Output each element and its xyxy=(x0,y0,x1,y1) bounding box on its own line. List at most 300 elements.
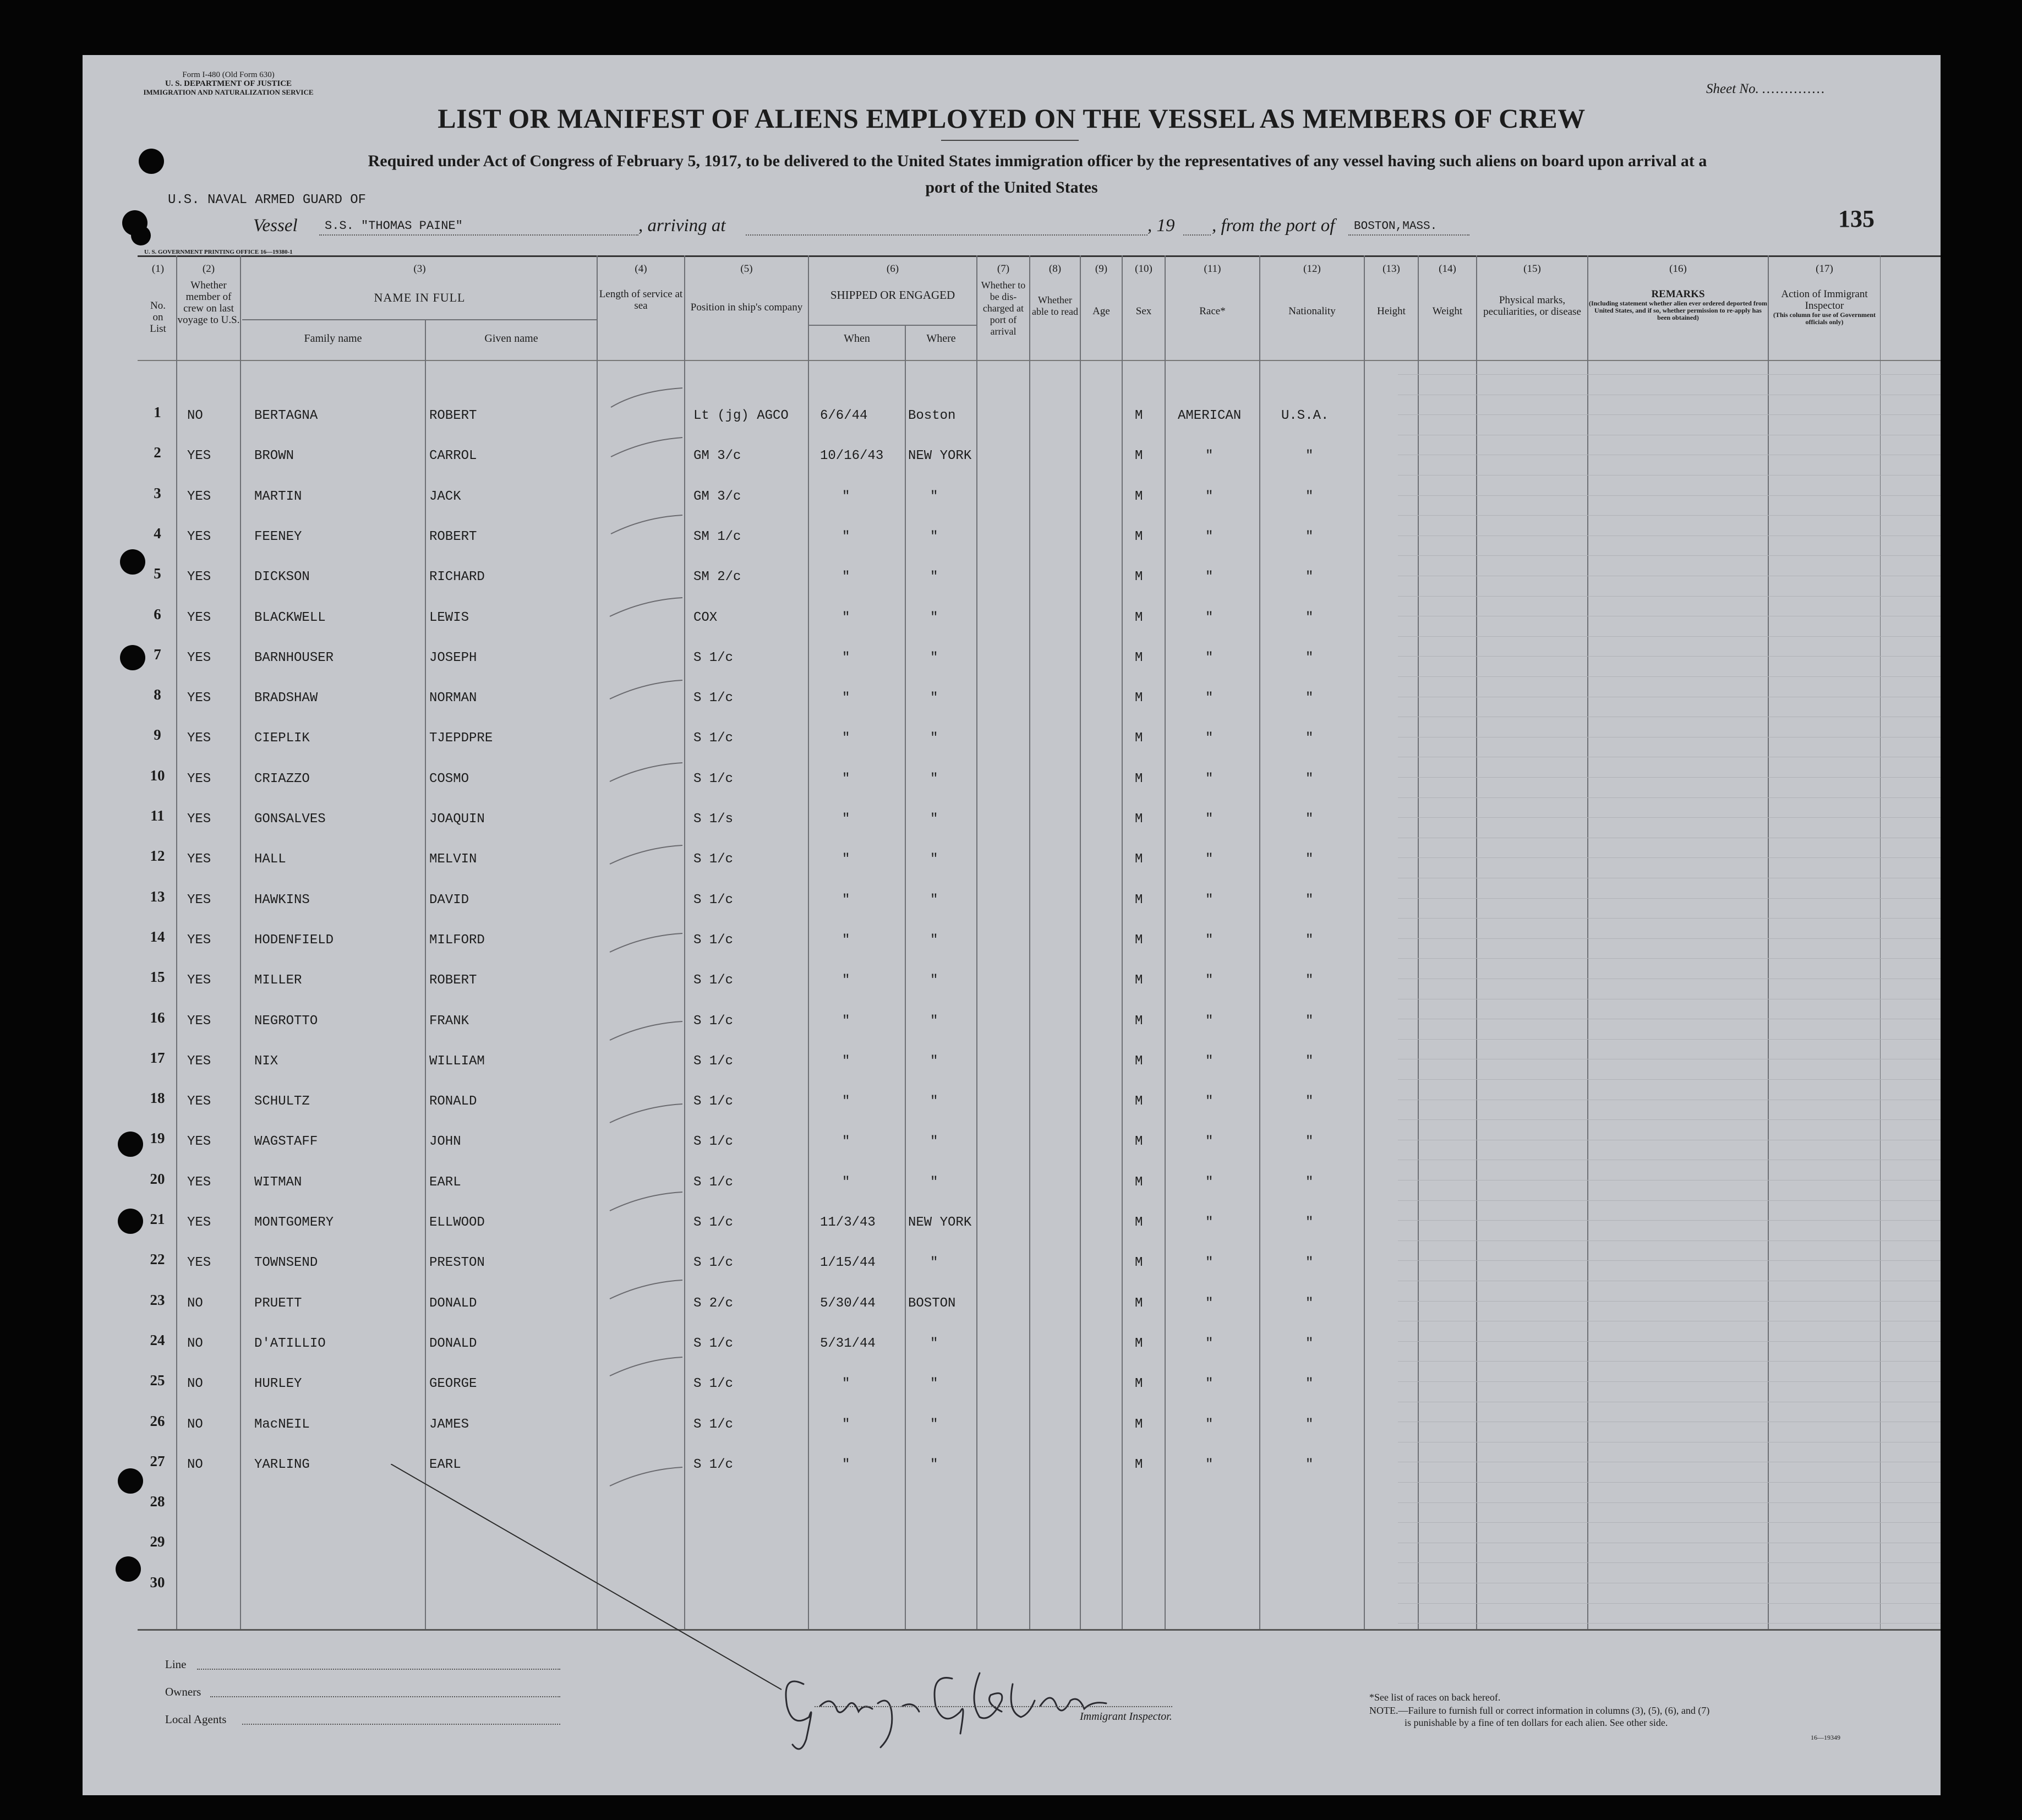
races-note: *See list of races on back hereof. xyxy=(1369,1692,1501,1703)
row-sex: M xyxy=(1135,973,1143,988)
row-position: SM 2/c xyxy=(693,570,741,584)
row-position: S 1/c xyxy=(693,1417,734,1432)
row-number: 26 xyxy=(150,1413,165,1429)
row-number: 12 xyxy=(150,848,165,864)
row-family-name: MARTIN xyxy=(254,489,302,504)
row-prev-voyage: NO xyxy=(187,408,203,423)
row-sex: M xyxy=(1135,1215,1143,1230)
grid-line xyxy=(1398,535,1941,536)
row-sex: M xyxy=(1135,852,1143,867)
row-shipped-where: " xyxy=(930,1134,938,1149)
typed-guard: U.S. NAVAL ARMED GUARD OF xyxy=(168,193,367,207)
col-header-action: Action of Immigrant Inspector (This column for use of Government officials only) xyxy=(1773,288,1876,326)
grid-line xyxy=(1398,1381,1941,1382)
shipped-subrule xyxy=(808,325,976,326)
row-prev-voyage: YES xyxy=(187,893,211,908)
form-code: 16—19349 xyxy=(1811,1734,1840,1741)
row-shipped-when: " xyxy=(842,1054,850,1069)
row-number: 6 xyxy=(154,606,161,622)
row-given-name: JOHN xyxy=(429,1134,461,1149)
row-number: 28 xyxy=(150,1493,165,1510)
row-family-name: BARNHOUSER xyxy=(254,651,334,665)
column-number: (17) xyxy=(1816,263,1833,275)
row-number: 8 xyxy=(154,686,161,703)
col-header-read: Whether able to read xyxy=(1032,294,1078,317)
row-prev-voyage: YES xyxy=(187,1054,211,1069)
row-shipped-where: " xyxy=(930,933,938,948)
row-given-name: CARROL xyxy=(429,449,477,463)
row-position: S 1/s xyxy=(693,812,734,827)
row-family-name: WITMAN xyxy=(254,1175,302,1190)
pen-strokes xyxy=(594,385,688,1541)
col-header-family: Family name xyxy=(304,332,362,345)
row-sex: M xyxy=(1135,570,1143,584)
inspector-signature xyxy=(770,1651,1167,1756)
row-shipped-when: " xyxy=(842,731,850,746)
row-sex: M xyxy=(1135,1134,1143,1149)
row-shipped-where: BOSTON xyxy=(908,1296,956,1311)
row-sex: M xyxy=(1135,449,1143,463)
row-prev-voyage: YES xyxy=(187,731,211,746)
col-header-length: Length of service at sea xyxy=(599,288,683,311)
row-prev-voyage: YES xyxy=(187,610,211,625)
row-position: S 1/c xyxy=(693,651,734,665)
page-title: LIST OR MANIFEST OF ALIENS EMPLOYED ON THE VESSEL AS MEMBERS OF CREW xyxy=(438,103,1586,134)
row-nationality: " xyxy=(1305,852,1314,867)
grid-line xyxy=(1398,1562,1941,1563)
punch-hole xyxy=(118,1132,143,1157)
row-nationality: " xyxy=(1305,731,1314,746)
row-race: " xyxy=(1205,1255,1214,1270)
grid-line xyxy=(1398,958,1941,959)
row-position: S 2/c xyxy=(693,1296,734,1311)
grid-line xyxy=(1398,676,1941,677)
row-sex: M xyxy=(1135,731,1143,746)
gpo-notice: U. S. GOVERNMENT PRINTING OFFICE 16—19380-1 xyxy=(144,249,293,255)
row-sex: M xyxy=(1135,933,1143,948)
grid-line xyxy=(1398,918,1941,919)
row-prev-voyage: NO xyxy=(187,1376,203,1391)
row-given-name: FRANK xyxy=(429,1014,469,1029)
row-family-name: BERTAGNA xyxy=(254,408,318,423)
row-sex: M xyxy=(1135,408,1143,423)
row-given-name: JOSEPH xyxy=(429,651,477,665)
row-prev-voyage: YES xyxy=(187,973,211,988)
col-header-name: NAME IN FULL xyxy=(374,291,466,304)
year-label: , 19 xyxy=(1147,216,1175,236)
row-family-name: D'ATILLIO xyxy=(254,1336,326,1351)
row-family-name: SCHULTZ xyxy=(254,1094,310,1109)
row-sex: M xyxy=(1135,1417,1143,1432)
row-prev-voyage: YES xyxy=(187,812,211,827)
row-position: S 1/c xyxy=(693,1094,734,1109)
column-number: (15) xyxy=(1523,263,1541,275)
row-given-name: MELVIN xyxy=(429,852,477,867)
col-header-race: Race* xyxy=(1199,305,1226,317)
row-shipped-when: " xyxy=(842,852,850,867)
col-header-nationality: Nationality xyxy=(1288,305,1336,317)
title-rule xyxy=(941,140,1079,141)
row-prev-voyage: YES xyxy=(187,852,211,867)
row-nationality: " xyxy=(1305,1175,1314,1190)
row-number: 16 xyxy=(150,1009,165,1026)
name-subrule xyxy=(242,319,597,320)
row-race: " xyxy=(1205,529,1214,544)
grid-line xyxy=(1398,1240,1941,1241)
column-number: (13) xyxy=(1382,263,1400,275)
row-shipped-when: " xyxy=(842,893,850,908)
row-position: S 1/c xyxy=(693,1134,734,1149)
row-shipped-where: " xyxy=(930,691,938,706)
grid-line xyxy=(1398,596,1941,597)
row-shipped-where: " xyxy=(930,489,938,504)
grid-line xyxy=(1398,495,1941,496)
vessel-value: S.S. "THOMAS PAINE" xyxy=(325,219,463,233)
row-nationality: " xyxy=(1305,691,1314,706)
row-given-name: LEWIS xyxy=(429,610,469,625)
row-prev-voyage: YES xyxy=(187,933,211,948)
row-race: " xyxy=(1205,1094,1214,1109)
row-race: " xyxy=(1205,852,1214,867)
row-number: 23 xyxy=(150,1292,165,1308)
grid-line xyxy=(1398,374,1941,375)
row-prev-voyage: YES xyxy=(187,1014,211,1029)
row-sex: M xyxy=(1135,1457,1143,1472)
row-shipped-when: " xyxy=(842,1417,850,1432)
row-race: " xyxy=(1205,1457,1214,1472)
row-shipped-where: " xyxy=(930,1336,938,1351)
row-shipped-when: 11/3/43 xyxy=(820,1215,876,1230)
row-shipped-where: " xyxy=(930,1417,938,1432)
row-prev-voyage: YES xyxy=(187,489,211,504)
row-number: 7 xyxy=(154,646,161,663)
row-prev-voyage: YES xyxy=(187,529,211,544)
row-number: 21 xyxy=(150,1211,165,1227)
row-position: S 1/c xyxy=(693,691,734,706)
row-nationality: " xyxy=(1305,812,1314,827)
row-number: 25 xyxy=(150,1372,165,1389)
row-shipped-where: " xyxy=(930,1014,938,1029)
row-shipped-when: 5/30/44 xyxy=(820,1296,876,1311)
row-family-name: HALL xyxy=(254,852,286,867)
grid-line xyxy=(1398,1079,1941,1080)
row-nationality: " xyxy=(1305,489,1314,504)
cancel-stroke xyxy=(391,1464,787,1695)
row-given-name: JAMES xyxy=(429,1417,469,1432)
row-shipped-where: " xyxy=(930,651,938,665)
row-race: " xyxy=(1205,893,1214,908)
row-number: 14 xyxy=(150,928,165,945)
row-sex: M xyxy=(1135,1296,1143,1311)
row-race: " xyxy=(1205,933,1214,948)
row-sex: M xyxy=(1135,529,1143,544)
row-number: 18 xyxy=(150,1090,165,1106)
row-shipped-where: NEW YORK xyxy=(908,449,972,463)
row-race: " xyxy=(1205,691,1214,706)
col-header-when: When xyxy=(844,332,870,345)
row-race: " xyxy=(1205,570,1214,584)
row-position: S 1/c xyxy=(693,1014,734,1029)
row-prev-voyage: YES xyxy=(187,1215,211,1230)
grid-line xyxy=(1398,938,1941,939)
row-given-name: EARL xyxy=(429,1175,461,1190)
row-shipped-when: 1/15/44 xyxy=(820,1255,876,1270)
row-sex: M xyxy=(1135,1175,1143,1190)
vessel-line xyxy=(253,216,1849,238)
row-nationality: " xyxy=(1305,610,1314,625)
row-race: " xyxy=(1205,1417,1214,1432)
row-given-name: RONALD xyxy=(429,1094,477,1109)
row-given-name: DONALD xyxy=(429,1296,477,1311)
row-nationality: " xyxy=(1305,449,1314,463)
row-position: Lt (jg) AGCO xyxy=(693,408,789,423)
row-shipped-where: " xyxy=(930,772,938,786)
row-given-name: PRESTON xyxy=(429,1255,485,1270)
row-sex: M xyxy=(1135,893,1143,908)
row-shipped-where: " xyxy=(930,1175,938,1190)
column-number: (5) xyxy=(740,263,753,275)
penalty-note-1: NOTE.—Failure to furnish full or correct information in columns (3), (5), (6), and (7) xyxy=(1369,1705,1710,1716)
row-given-name: COSMO xyxy=(429,772,469,786)
row-sex: M xyxy=(1135,1255,1143,1270)
row-shipped-when: 5/31/44 xyxy=(820,1336,876,1351)
row-race: " xyxy=(1205,1376,1214,1391)
row-prev-voyage: NO xyxy=(187,1417,203,1432)
row-number: 17 xyxy=(150,1050,165,1066)
row-race: AMERICAN xyxy=(1178,408,1242,423)
row-family-name: GONSALVES xyxy=(254,812,326,827)
row-shipped-where: " xyxy=(930,852,938,867)
row-number: 11 xyxy=(150,807,165,824)
row-number: 15 xyxy=(150,969,165,985)
row-sex: M xyxy=(1135,1014,1143,1029)
row-family-name: YARLING xyxy=(254,1457,310,1472)
form-id: Form I-480 (Old Form 630) U. S. DEPARTMENT OF JUSTICE IMMIGRATION AND NATURALIZATION SERVICE xyxy=(143,70,314,96)
column-number: (11) xyxy=(1204,263,1221,275)
column-number: (8) xyxy=(1048,263,1062,275)
row-position: COX xyxy=(693,610,718,625)
row-race: " xyxy=(1205,610,1214,625)
row-sex: M xyxy=(1135,691,1143,706)
row-given-name: JACK xyxy=(429,489,461,504)
grid-line xyxy=(1398,817,1941,818)
row-prev-voyage: NO xyxy=(187,1336,203,1351)
col-header-shipped: SHIPPED OR ENGAGED xyxy=(830,288,955,302)
row-family-name: DICKSON xyxy=(254,570,310,584)
grid-line xyxy=(1398,1623,1941,1624)
punch-hole xyxy=(116,1556,141,1582)
row-sex: M xyxy=(1135,651,1143,665)
row-family-name: CIEPLIK xyxy=(254,731,310,746)
row-position: S 1/c xyxy=(693,1175,734,1190)
row-sex: M xyxy=(1135,1376,1143,1391)
col-header-no: No. on List xyxy=(150,300,166,335)
grid-line xyxy=(1398,797,1941,798)
row-family-name: CRIAZZO xyxy=(254,772,310,786)
sheet-no-label: Sheet No. .............. xyxy=(1706,81,1826,96)
row-given-name: ROBERT xyxy=(429,408,477,423)
col-header-remarks: REMARKS (Including statement whether alien ever ordered deported from United States, and if so, whether permission to re-apply has been obtained) xyxy=(1588,288,1768,321)
row-number: 5 xyxy=(154,565,161,582)
row-number: 20 xyxy=(150,1171,165,1187)
row-number: 3 xyxy=(154,485,161,501)
row-nationality: " xyxy=(1305,1336,1314,1351)
punch-hole xyxy=(118,1468,143,1494)
row-shipped-when: " xyxy=(842,1094,850,1109)
row-number: 9 xyxy=(154,726,161,743)
row-prev-voyage: NO xyxy=(187,1296,203,1311)
column-number: (14) xyxy=(1439,263,1456,275)
arriving-label: , arriving at xyxy=(638,216,726,236)
row-shipped-where: " xyxy=(930,570,938,584)
page-number: 135 xyxy=(1838,205,1875,232)
column-number: (16) xyxy=(1669,263,1687,275)
footer-agents-label: Local Agents xyxy=(165,1713,227,1726)
row-number: 4 xyxy=(154,525,161,542)
grid-line xyxy=(1398,475,1941,476)
row-nationality: " xyxy=(1305,651,1314,665)
row-shipped-when: " xyxy=(842,1134,850,1149)
row-position: GM 3/c xyxy=(693,449,741,463)
row-prev-voyage: YES xyxy=(187,651,211,665)
column-number: (3) xyxy=(413,263,426,275)
row-shipped-where: " xyxy=(930,1094,938,1109)
grid-line xyxy=(1398,1220,1941,1221)
row-family-name: MILLER xyxy=(254,973,302,988)
row-shipped-when: " xyxy=(842,1175,850,1190)
col-header-prev: Whether member of crew on last voyage to U.S. xyxy=(177,280,240,326)
row-shipped-where: NEW YORK xyxy=(908,1215,972,1230)
column-number: (12) xyxy=(1303,263,1321,275)
row-prev-voyage: YES xyxy=(187,772,211,786)
row-nationality: " xyxy=(1305,772,1314,786)
inspector-label: Immigrant Inspector. xyxy=(1080,1710,1172,1723)
row-prev-voyage: YES xyxy=(187,691,211,706)
row-family-name: NEGROTTO xyxy=(254,1014,318,1029)
manifest-sheet xyxy=(83,55,1941,1795)
row-nationality: " xyxy=(1305,1457,1314,1472)
grid-line xyxy=(1398,1482,1941,1483)
row-sex: M xyxy=(1135,772,1143,786)
punch-hole xyxy=(118,1209,143,1234)
row-given-name: NORMAN xyxy=(429,691,477,706)
column-number: (7) xyxy=(997,263,1010,275)
grid-line xyxy=(1398,1119,1941,1120)
column-number: (10) xyxy=(1135,263,1152,275)
row-number: 2 xyxy=(154,444,161,461)
row-prev-voyage: YES xyxy=(187,1094,211,1109)
table-top-rule xyxy=(138,255,1941,257)
row-nationality: U.S.A. xyxy=(1281,408,1329,423)
row-family-name: HAWKINS xyxy=(254,893,310,908)
row-shipped-when: " xyxy=(842,489,850,504)
grid-line xyxy=(1398,857,1941,858)
row-nationality: " xyxy=(1305,1134,1314,1149)
row-sex: M xyxy=(1135,1094,1143,1109)
row-shipped-where: " xyxy=(930,1255,938,1270)
row-family-name: MacNEIL xyxy=(254,1417,310,1432)
column-number: (2) xyxy=(202,263,215,275)
row-sex: M xyxy=(1135,610,1143,625)
column-number: (9) xyxy=(1095,263,1108,275)
row-race: " xyxy=(1205,1054,1214,1069)
row-shipped-where: " xyxy=(930,812,938,827)
row-shipped-when: " xyxy=(842,772,850,786)
row-position: S 1/c xyxy=(693,1457,734,1472)
row-shipped-where: " xyxy=(930,1376,938,1391)
punch-hole xyxy=(131,226,151,245)
row-shipped-where: " xyxy=(930,1054,938,1069)
row-position: S 1/c xyxy=(693,1376,734,1391)
from-port-label: , from the port of xyxy=(1212,216,1335,236)
row-position: S 1/c xyxy=(693,852,734,867)
row-sex: M xyxy=(1135,812,1143,827)
row-shipped-where: " xyxy=(930,529,938,544)
row-race: " xyxy=(1205,973,1214,988)
row-race: " xyxy=(1205,1215,1214,1230)
grid-line xyxy=(1398,555,1941,556)
row-given-name: ROBERT xyxy=(429,529,477,544)
row-shipped-when: " xyxy=(842,933,850,948)
row-shipped-when: " xyxy=(842,610,850,625)
row-family-name: BROWN xyxy=(254,449,294,463)
vessel-label: Vessel xyxy=(253,216,298,236)
row-shipped-where: " xyxy=(930,893,938,908)
row-given-name: DONALD xyxy=(429,1336,477,1351)
row-race: " xyxy=(1205,731,1214,746)
row-nationality: " xyxy=(1305,1296,1314,1311)
row-sex: M xyxy=(1135,1336,1143,1351)
grid-line xyxy=(1398,636,1941,637)
row-shipped-when: " xyxy=(842,973,850,988)
row-position: GM 3/c xyxy=(693,489,741,504)
row-race: " xyxy=(1205,812,1214,827)
row-shipped-where: " xyxy=(930,1457,938,1472)
row-position: S 1/c xyxy=(693,933,734,948)
grid-line xyxy=(1398,1039,1941,1040)
row-race: " xyxy=(1205,1014,1214,1029)
footer-owners-label: Owners xyxy=(165,1685,201,1698)
row-position: SM 1/c xyxy=(693,529,741,544)
row-nationality: " xyxy=(1305,1215,1314,1230)
row-family-name: TOWNSEND xyxy=(254,1255,318,1270)
col-header-discharged: Whether to be dis-charged at port of arrival xyxy=(981,280,1026,337)
row-given-name: TJEPDPRE xyxy=(429,731,493,746)
row-number: 30 xyxy=(150,1574,165,1591)
row-prev-voyage: YES xyxy=(187,1134,211,1149)
row-shipped-where: " xyxy=(930,610,938,625)
row-prev-voyage: YES xyxy=(187,570,211,584)
row-number: 13 xyxy=(150,888,165,905)
row-number: 19 xyxy=(150,1130,165,1146)
row-shipped-where: Boston xyxy=(908,408,956,423)
row-race: " xyxy=(1205,772,1214,786)
row-given-name: WILLIAM xyxy=(429,1054,485,1069)
row-given-name: RICHARD xyxy=(429,570,485,584)
grid-line xyxy=(1398,1361,1941,1362)
row-given-name: GEORGE xyxy=(429,1376,477,1391)
row-race: " xyxy=(1205,1175,1214,1190)
grid-line xyxy=(1398,898,1941,899)
row-nationality: " xyxy=(1305,973,1314,988)
row-position: S 1/c xyxy=(693,731,734,746)
row-shipped-when: " xyxy=(842,812,850,827)
row-shipped-when: " xyxy=(842,651,850,665)
col-header-position: Position in ship's company xyxy=(690,302,803,313)
punch-hole xyxy=(139,149,164,174)
row-race: " xyxy=(1205,1336,1214,1351)
row-shipped-when: " xyxy=(842,570,850,584)
